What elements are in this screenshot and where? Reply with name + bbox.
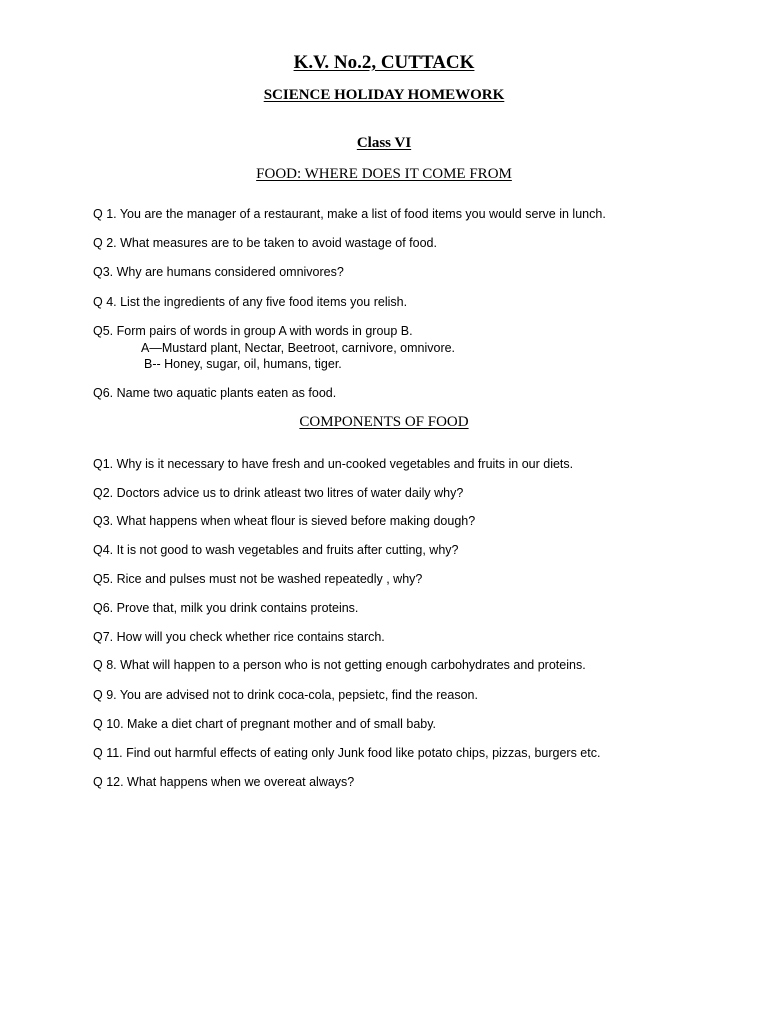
question-item: Q5. Form pairs of words in group A with words in group B. [93, 324, 413, 338]
question-item: Q 1. You are the manager of a restaurant, make a list of food items you would serve in lunch. [93, 207, 606, 221]
question-item: Q 10. Make a diet chart of pregnant mother and of small baby. [93, 717, 437, 731]
question-item: Q5. Rice and pulses must not be washed repeatedly , why? [93, 572, 423, 586]
question-item: Q2. Doctors advice us to drink atleast two litres of water daily why? [93, 486, 464, 500]
question-item: Q3. Why are humans considered omnivores? [93, 265, 344, 279]
homework-title: SCIENCE HOLIDAY HOMEWORK [263, 87, 505, 103]
question-item: Q6. Prove that, milk you drink contains proteins. [93, 601, 359, 615]
question-item: Q 8. What will happen to a person who is not getting enough carbohydrates and proteins. [93, 658, 586, 672]
question-item: Q 12. What happens when we overeat always? [93, 775, 355, 789]
question-item: Q 11. Find out harmful effects of eating only Junk food like potato chips, pizzas, burgers etc. [93, 746, 601, 760]
school-title: K.V. No.2, CUTTACK [293, 52, 475, 73]
question-item: Q 2. What measures are to be taken to avoid wastage of food. [93, 236, 437, 250]
question-item: Q4. It is not good to wash vegetables and fruits after cutting, why? [93, 543, 459, 557]
class-label: Class VI [356, 135, 412, 151]
question-item: Q 9. You are advised not to drink coca-cola, pepsietc, find the reason. [93, 688, 478, 702]
question-item: Q 4. List the ingredients of any five food items you relish. [93, 295, 408, 309]
group-a-list: A—Mustard plant, Nectar, Beetroot, carnivore, omnivore. [141, 341, 456, 355]
question-item: Q7. How will you check whether rice contains starch. [93, 630, 385, 644]
group-b-list: B-- Honey, sugar, oil, humans, tiger. [144, 357, 342, 371]
section-heading-food-source: FOOD: WHERE DOES IT COME FROM [256, 166, 512, 182]
question-item: Q3. What happens when wheat flour is sieved before making dough? [93, 514, 476, 528]
section-heading-components: COMPONENTS OF FOOD [299, 414, 469, 430]
question-item: Q6. Name two aquatic plants eaten as food. [93, 386, 337, 400]
question-item: Q1. Why is it necessary to have fresh and un-cooked vegetables and fruits in our diets. [93, 457, 574, 471]
